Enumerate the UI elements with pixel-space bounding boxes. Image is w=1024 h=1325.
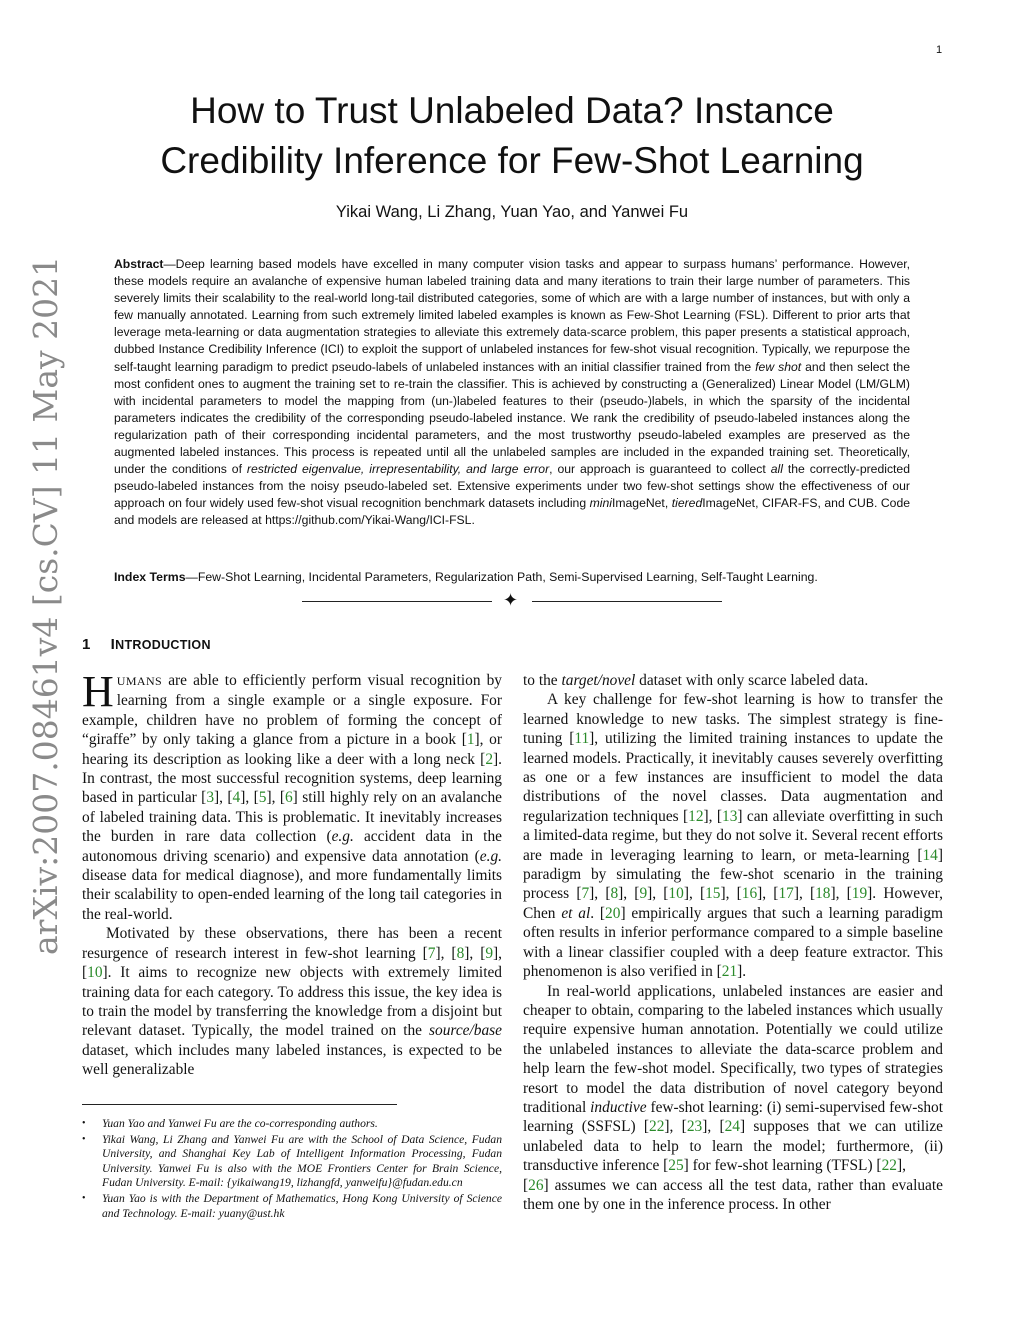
abstract-em-5: tiered bbox=[671, 496, 703, 511]
text-run: dataset, which includes many labeled instances, is expected to be well generalizable bbox=[82, 1041, 502, 1079]
text-run: In real-world applications, unlabeled instances are easier and cheaper to obtain, comparing to the labeled instances which usually require expensive human annotation. Potentially we could utilize the unlabeled instances to alleviate the data-scarce problem and help learn the few-shot model. Specifically, two types of strategies resort to model the data distribution of novel category beyond traditional bbox=[523, 982, 943, 1116]
section-heading bbox=[82, 636, 211, 653]
abstract-text-4: the correctly-predicted pseudo-labeled instances from the noisy pseudo-labeled set. Extensive experiments under two few-shot settings show the effectiveness of our approach on four widely used few-shot visual recognition benchmark datasets including bbox=[114, 462, 910, 511]
text-run: ] assumes we can access all the test data, rather than evaluate them one by one in the inference process. In other bbox=[523, 1176, 943, 1213]
text-run: accident data in the autonomous driving scenario) and expensive data annotation ( bbox=[82, 828, 502, 865]
bullet-icon: • bbox=[82, 1133, 86, 1145]
citation-link[interactable]: 4 bbox=[232, 789, 241, 807]
citation-link[interactable]: 10 bbox=[87, 964, 103, 982]
paragraph: HUMANS are able to efficiently perform visual recognition by learning from a single example or a single exposure. For example, children have no problem of forming the concept of “giraffe” by only taking a glance from a picture in a book [1], or hearing its description as looking like a deer with a long neck [2]. In contrast, the most successful recognition systems, deep learning based in particular [3], [4], [5], [6] still highly rely on an avalanche of labeled training data. This is problematic. It inevitably increases the burden in rare data collection (e.g. accident data in the autonomous driving scenario) and expensive data annotation (e.g. disease data for medical diagnose), and more fundamentally limits their scalability to open-ended learning of the long tail categories in the real-world. bbox=[82, 667, 503, 923]
citation-link[interactable]: 23 bbox=[686, 1118, 703, 1136]
text-run: ] for few-shot learning (TFSL) [ bbox=[683, 1157, 882, 1175]
text-run: ]. It aims to recognize new objects with extremely limited training data for each category. To address this issue, the key idea is to train the model by transferring the knowledge from a disjoint but relevant dataset. Typically, the model trained on the bbox=[82, 964, 502, 1040]
text-run: disease data for medical diagnose), and more fundamentally limits their scalability to open-ended learning of the long tail categories in the real-world. bbox=[82, 867, 502, 923]
citation-link[interactable]: 2 bbox=[485, 750, 494, 768]
citation-link[interactable]: 11 bbox=[574, 730, 590, 748]
section-number: 1 bbox=[82, 636, 91, 653]
citation-link[interactable]: 5 bbox=[258, 789, 267, 807]
left-column bbox=[82, 667, 503, 1080]
text-run: to the bbox=[523, 672, 562, 689]
paragraph: A key challenge for few-shot learning is how to transfer the learned knowledge to new tasks. The simplest strategy is fine-tuning [11], utilizing the limited training instances to update the learned models. Practically, it inevitably causes severely overfitting as one or a few instances are insufficient to model the data distributions of the novel classes. Data augmentation and regularization techniques [12], [13] can alleviate overfitting in such a limited-data regime, but they do not solve it. Several recent efforts are made in leveraging learning to learn, or meta-learning [14] paradigm by simulating the few-shot scenario in the training process [7], [8], [9], [10], [15], [16], [17], [18], [19]. However, Chen et al. [20] empirically argues that such a learning paradigm often results in inferior performance compared to a simple baseline with a linear classifier coupled with a deep feature extractor. This phenomenon is also verified in [21]. bbox=[523, 691, 943, 981]
footnote-item bbox=[82, 1133, 502, 1191]
citation-link[interactable]: 18 bbox=[815, 885, 831, 903]
citation-link[interactable]: 3 bbox=[206, 789, 215, 807]
page-number: 1 bbox=[936, 44, 943, 56]
citation-link[interactable]: 9 bbox=[639, 885, 648, 903]
citation-link[interactable]: 7 bbox=[427, 944, 436, 962]
italic-run: et al bbox=[561, 904, 591, 922]
text-run: few-shot learning: (i) semi-supervised few-shot learning (SSFSL) [ bbox=[523, 1098, 943, 1136]
text-run: Motivated by these observations, there has been a recent resurgence of research interest in few-shot learning [ bbox=[82, 925, 502, 962]
italic-run: inductive bbox=[590, 1098, 647, 1116]
abstract-text-2: and then select the most confident ones to augment the training set to re-train the classifier. This is achieved by constructing a (Generalized) Linear Model (LM/GLM) with incidental parameters to model the mapping from (un-)labeled features to their (pseudo-)labels, in which the sparsity of the incidental parameters indicates the credibility of the corresponding pseudo-labeled instance. We rank the credibility of pseudo-labeled instances along the regularization path of their corresponding incidental parameters, and the most trustworthy pseudo-labeled examples are preserved as the augmented labeled instances. This process is repeated until all the unlabeled samples are included in the expanded training set. Theoretically, under the conditions of bbox=[114, 359, 910, 477]
text-run: ]. In contrast, the most successful recognition systems, deep learning based in particular [ bbox=[82, 750, 502, 807]
section-title-rest: NTRODUCTION bbox=[115, 638, 211, 652]
separator-rule-right bbox=[532, 601, 722, 602]
title-line-1: How to Trust Unlabeled Data? Instance bbox=[190, 90, 834, 131]
citation-link[interactable]: 25 bbox=[668, 1157, 684, 1175]
index-terms-label: Index Terms bbox=[114, 570, 186, 584]
arxiv-stamp: arXiv:2007.08461v4 [cs.CV] 11 May 2021 bbox=[26, 255, 65, 955]
index-terms-text: —Few-Shot Learning, Incidental Parameters, Regularization Path, Semi-Supervised Learning, Self-Taught Learning. bbox=[185, 570, 818, 584]
footnote-text: Yikai Wang, Li Zhang and Yanwei Fu are with the School of Data Science, Fudan University, and Shanghai Key Lab of Intelligent Information Processing, Fudan University. Yanwei Fu is also with the MOE Frontiers Center for Brain Science, Fudan University. E-mail: {yikaiwang19, lizhangfd, yanweifu}@fudan.edu.cn bbox=[102, 1132, 502, 1190]
section-title-initial: I bbox=[110, 636, 116, 653]
text-run: ] can alleviate overfitting in such a limited-data regime, but they do not solve it. Several recent efforts are made in leveraging learning to learn, or meta-learning [ bbox=[523, 807, 943, 864]
abstract-label: Abstract bbox=[114, 257, 164, 271]
citation-link[interactable]: 7 bbox=[581, 885, 590, 903]
paragraph bbox=[523, 671, 943, 690]
abstract-em-4: mini bbox=[589, 496, 612, 511]
bullet-icon: • bbox=[82, 1118, 86, 1129]
footnote-rule bbox=[82, 1104, 397, 1105]
separator-rule-left bbox=[302, 601, 492, 602]
text-run: ]. However, Chen bbox=[523, 885, 943, 922]
abstract-em-2: restricted eigenvalue, irrepresentability, and large error bbox=[246, 462, 550, 477]
abstract-em-3: all bbox=[770, 462, 783, 477]
citation-link[interactable]: 21 bbox=[721, 963, 738, 981]
footnote-item bbox=[82, 1117, 502, 1132]
text-run: ], or hearing its description as looking like a deer with a long neck [ bbox=[82, 731, 502, 768]
italic-run: source/base bbox=[429, 1022, 502, 1040]
citation-link[interactable]: 15 bbox=[705, 885, 721, 903]
citation-link[interactable]: 20 bbox=[605, 904, 621, 922]
text-run: . [ bbox=[590, 904, 606, 922]
bullet-icon: • bbox=[82, 1192, 86, 1204]
paragraph: Motivated by these observations, there has been a recent resurgence of research interest in few-shot learning [7], [8], [9], [10]. It aims to recognize new objects with extremely limited training data for each category. To address this issue, the key idea is to train the model by transferring the knowledge from a disjoint but relevant dataset. Typically, the model trained on the source/base dataset, which includes many labeled instances, is expected to be well generalizable bbox=[82, 925, 503, 1079]
citation-link[interactable]: 16 bbox=[741, 885, 758, 903]
citation-link[interactable]: 10 bbox=[668, 885, 684, 903]
citation-link[interactable]: 8 bbox=[456, 944, 465, 962]
citation-link[interactable]: 24 bbox=[724, 1118, 740, 1136]
citation-link[interactable]: 8 bbox=[610, 885, 619, 903]
text-run: ]. bbox=[737, 963, 747, 981]
citation-link[interactable]: 13 bbox=[722, 807, 738, 825]
index-terms bbox=[114, 569, 910, 586]
drop-cap: H bbox=[82, 667, 114, 716]
text-run: ] still highly rely on an avalanche of labeled training data. This is problematic. It inevitably increases the burden in rare data collection ( bbox=[82, 789, 503, 846]
citation-link[interactable]: 9 bbox=[485, 944, 494, 962]
footnotes bbox=[82, 1117, 502, 1222]
abstract-text-1: —Deep learning based models have excelled in many computer vision tasks and appear to surpass humans’ performance. However, these models require an avalanche of expensive human labeled training data and many iterations to train their large number of parameters. This severely limits their scalability to the real-world long-tail distributed categories, some of which are with a large number of instances, but with only a few manually annotated. Learning from such extremely limited labeled examples is known as Few-Shot Learning (FSL). Different to prior arts that leverage meta-learning or data augmentation strategies to alleviate this extremely data-scarce problem, this paper presents a statistical approach, dubbed Instance Credibility Inference (ICI) to exploit the support of unlabeled instances for few-shot visual recognition. Typically, we repurpose the self-taught learning paradigm to predict pseudo-labels of unlabeled instances with an initial classifier trained from the bbox=[114, 257, 910, 374]
italic-run: e.g. bbox=[331, 828, 354, 846]
right-column bbox=[523, 671, 943, 1214]
citation-link[interactable]: 12 bbox=[688, 807, 704, 825]
diamond-ornament-icon: ✦ bbox=[503, 590, 519, 610]
italic-run: target/novel bbox=[561, 672, 636, 689]
abstract-text-6: ImageNet, CIFAR-FS, and CUB. Code and models are released at https://github.com/Yikai-Wang/ICI-FSL. bbox=[114, 496, 911, 528]
paper-title bbox=[100, 86, 924, 186]
text-run: ] paradigm by simulating the few-shot scenario in the training process [ bbox=[523, 846, 943, 903]
abstract-em-1: few shot bbox=[755, 359, 802, 374]
text-run: ], utilizing the limited training instances to update the learned models. Practically, it inevitably causes severely overfitting as one or a few instances are insufficient to model the data distributions of the novel classes. Data augmentation and regularization techniques [ bbox=[523, 730, 943, 825]
abstract-text-3: , our approach is guaranteed to collect bbox=[549, 462, 771, 477]
citation-link[interactable]: 19 bbox=[851, 885, 868, 903]
smallcaps-word: UMANS bbox=[116, 674, 163, 688]
citation-link[interactable]: 14 bbox=[922, 846, 938, 864]
citation-link[interactable]: 6 bbox=[284, 789, 293, 807]
footnote-text: Yuan Yao and Yanwei Fu are the co-corresponding authors. bbox=[102, 1117, 378, 1130]
text-run: are able to efficiently perform visual recognition by learning from a single example or a single exposure. For example, children have no problem of forming the concept of “giraffe” by only taking a glance from a picture in a book [ bbox=[82, 672, 502, 749]
abstract-text-5: ImageNet, bbox=[611, 496, 672, 511]
citation-link[interactable]: 26 bbox=[528, 1176, 544, 1194]
text-run: dataset with only scarce labeled data. bbox=[635, 672, 869, 689]
citation-link[interactable]: 22 bbox=[649, 1118, 665, 1136]
citation-link[interactable]: 17 bbox=[778, 885, 794, 903]
footnote-text: Yuan Yao is with the Department of Mathematics, Hong Kong University of Science and Technology. E-mail: yuany@ust.hk bbox=[102, 1191, 502, 1220]
italic-run: e.g. bbox=[479, 847, 502, 865]
text-run: ] supposes that we can utilize unlabeled data to help to learn the model; furthermore, (ii) transductive inference [ bbox=[523, 1118, 943, 1175]
citation-link[interactable]: 22 bbox=[881, 1157, 897, 1175]
author-list: Yikai Wang, Li Zhang, Yuan Yao, and Yanwei Fu bbox=[335, 203, 689, 221]
title-line-2: Credibility Inference for Few-Shot Learning bbox=[160, 140, 864, 181]
abstract bbox=[114, 256, 910, 530]
footnote-item bbox=[82, 1192, 502, 1221]
text-run: A key challenge for few-shot learning is how to transfer the learned knowledge to new tasks. The simplest strategy is fine-tuning [ bbox=[523, 691, 943, 748]
text-run: ] empirically argues that such a learning paradigm often results in inferior performance compared to a simple baseline with a linear classifier coupled with a deep feature extractor. This phenomenon is also verified in [ bbox=[523, 904, 943, 981]
paragraph: In real-world applications, unlabeled instances are easier and cheaper to obtain, comparing to the labeled instances which usually require expensive human annotation. Potentially we could utilize the unlabeled instances to alleviate the data-scarce problem and help learn the few-shot model. Specifically, two types of strategies resort to model the data distribution of novel category beyond traditional inductive few-shot learning: (i) semi-supervised few-shot learning (SSFSL) [22], [23], [24] supposes that we can utilize unlabeled data to help to learn the model; furthermore, (ii) transductive inference [25] for few-shot learning (TFSL) [22], [26] assumes we can access all the test data, rather than evaluate them one by one in the inference process. In other bbox=[523, 982, 943, 1213]
citation-link[interactable]: 1 bbox=[466, 731, 475, 749]
